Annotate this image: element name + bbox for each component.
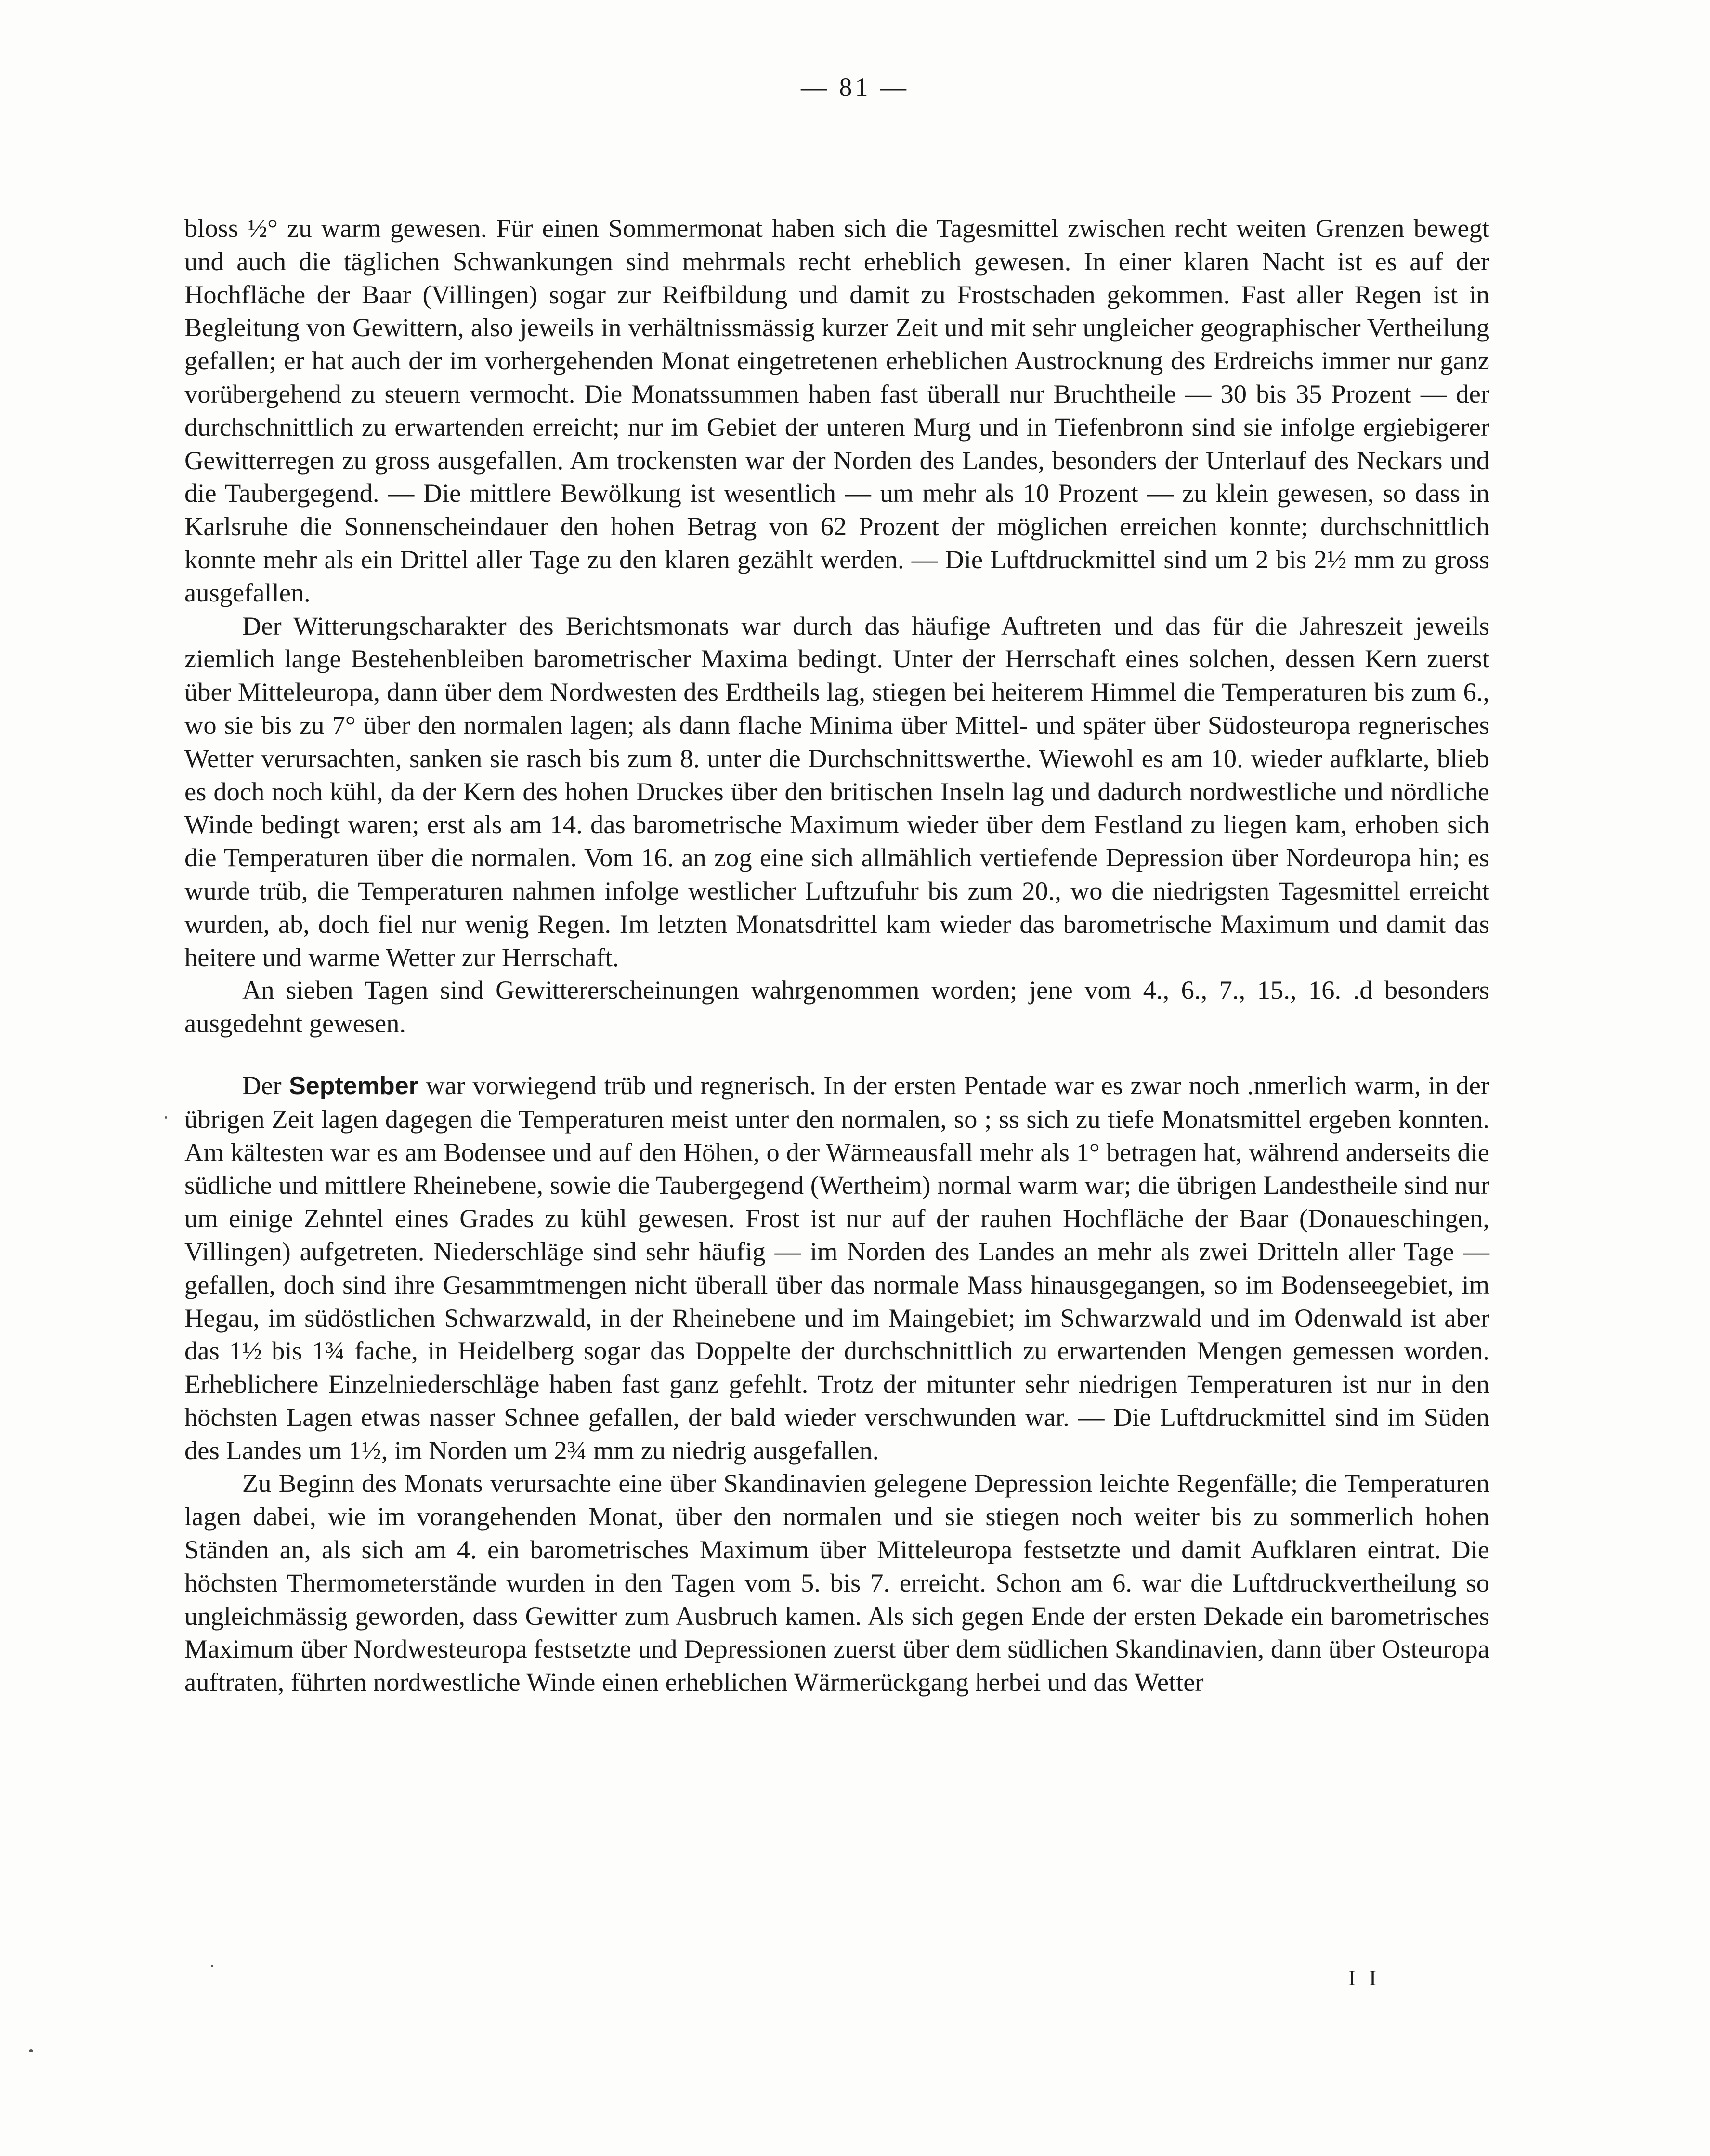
paragraph-august-thunderstorms: An sieben Tagen sind Gewittererscheinungen wahrgenommen worden; jene vom 4., 6., 7., 15., 16. .d besonders ausgedehnt gewesen. <box>184 975 1489 1038</box>
signature-mark: I I <box>1348 1965 1381 1990</box>
body-text <box>184 212 1489 1699</box>
paragraph-august-weather-character: Der Witterungscharakter des Berichtsmonats war durch das häufige Auftreten und das für die Jahreszeit jeweils ziemlich lange Bestehenbleiben barometrischer Maxima bedingt. Unter der Herrschaft eines solchen, dessen Kern zuerst über Mitteleuropa, dann über dem Nordwesten des Erdtheils lag, stiegen bei heiterem Himmel die Temperaturen bis zum 6., wo sie bis zu 7° über den normalen lagen; als dann flache Minima über Mittel- und später über Südosteuropa regnerisches Wetter verursachten, sanken sie rasch bis zum 8. unter die Durchschnittswerthe. Wiewohl es am 10. wieder aufklarte, blieb es doch noch kühl, da der Kern des hohen Druckes über den britischen Inseln lag und dadurch nordwestliche und nördliche Winde bedingt waren; erst als am 14. das barometrische Maximum wieder über dem Festland zu liegen kam, erhoben sich die Temperaturen über die normalen. Vom 16. an zog eine sich allmählich vertiefende Depression über Nordeuropa hin; es wurde trüb, die Temperaturen nahmen infolge westlicher Luftzufuhr bis zum 20., wo die niedrigsten Tagesmittel erreicht wurden, ab, doch fiel nur wenig Regen. Im letzten Monatsdrittel kam wieder das barometrische Maximum und damit das heitere und warme Wetter zur Herrschaft. <box>184 611 1489 972</box>
paragraph-september-summary <box>184 1069 1489 1467</box>
scan-speck <box>165 1116 167 1119</box>
month-heading-september: September <box>289 1071 418 1100</box>
paragraph-august-summary: bloss ½° zu warm gewesen. Für einen Sommermonat haben sich die Tagesmittel zwischen recht weiten Grenzen bewegt und auch die täglichen Schwankungen sind mehrmals recht erheblich gewesen. In einer klaren Nacht ist es auf der Hochfläche der Baar (Villingen) sogar zur Reifbildung und damit zu Frostschaden gekommen. Fast aller Regen ist in Begleitung von Gewittern, also jeweils in verhältnissmässig kurzer Zeit und mit sehr ungleicher geographischer Vertheilung gefallen; er hat auch der im vorhergehenden Monat eingetretenen erheblichen Austrocknung des Erdreichs immer nur ganz vorübergehend zu steuern vermocht. Die Monatssummen haben fast überall nur Bruchtheile — 30 bis 35 Prozent — der durchschnittlich zu erwartenden erreicht; nur im Gebiet der unteren Murg und in Tiefenbronn sind sie infolge ergiebigerer Gewitterregen zu gross ausgefallen. Am trockensten war der Norden des Landes, besonders der Unterlauf des Neckars und die Taubergegend. — Die mittlere Bewölkung ist wesentlich — um mehr als 10 Prozent — zu klein gewesen, so dass in Karlsruhe die Sonnenscheindauer den hohen Betrag von 62 Prozent der möglichen erreichen konnte; durchschnittlich konnte mehr als ein Drittel aller Tage zu den klaren gezählt werden. — Die Luftdruckmittel sind um 2 bis 2½ mm zu gross ausgefallen. <box>184 213 1489 607</box>
paragraph-september-summary-text: war vorwiegend trüb und regnerisch. In der ersten Pentade war es zwar noch .nmerlich warm, in der übrigen Zeit lagen dagegen die Temperaturen meist unter den normalen, so ; ss sich zu tiefe Monatsmittel ergeben konnten. Am kältesten war es am Bodensee und auf den Höhen, o der Wärmeausfall mehr als 1° betragen hat, während anderseits die südliche und mittlere Rheinebene, sowie die Taubergegend (Wertheim) normal warm war; die übrigen Landestheile sind nur um einige Zehntel eines Grades zu kühl gewesen. Frost ist nur auf der rauhen Hochfläche der Baar (Donaueschingen, Villingen) aufgetreten. Niederschläge sind sehr häufig — im Norden des Landes an mehr als zwei Dritteln aller Tage — gefallen, doch sind ihre Gesammtmengen nicht überall über das normale Mass hinausgegangen, so im Bodenseegebiet, im Hegau, im südöstlichen Schwarzwald, in der Rheinebene und im Maingebiet; im Schwarzwald und im Odenwald ist aber das 1½ bis 1¾ fache, in Heidelberg sogar das Doppelte der durchschnittlich zu erwartenden Mengen gemessen worden. Erheblichere Einzelniederschläge haben fast ganz gefehlt. Trotz der mitunter sehr niedrigen Temperaturen ist nur in den höchsten Lagen etwas nasser Schnee gefallen, der bald wieder verschwunden war. — Die Luftdruckmittel sind im Süden des Landes um 1½, im Norden um 2¾ mm zu niedrig ausgefallen. <box>184 1070 1490 1465</box>
paragraph-lead-word: Der <box>242 1070 282 1100</box>
paragraph-september-weather-course: Zu Beginn des Monats verursachte eine über Skandinavien gelegene Depression leichte Regenfälle; die Temperaturen lagen dabei, wie im vorangehenden Monat, über den normalen und sie stiegen noch weiter bis zu sommerlich hohen Ständen an, als sich am 4. ein barometrisches Maximum über Mitteleuropa festsetzte und damit Aufklaren eintrat. Die höchsten Thermometerstände wurden in den Tagen vom 5. bis 7. erreicht. Schon am 6. war die Luftdruckvertheilung so ungleichmässig geworden, dass Gewitter zum Ausbruch kamen. Als sich gegen Ende der ersten Dekade ein barometrisches Maximum über Nordwesteuropa festsetzte und Depressionen zuerst über dem südlichen Skandinavien, dann über Osteuropa auftraten, führten nordwestliche Winde einen erheblichen Wärmerückgang herbei und das Wetter <box>184 1468 1489 1697</box>
scan-speck <box>29 2049 33 2052</box>
scan-speck <box>211 1965 213 1967</box>
page-number-header: — 81 — <box>801 73 909 102</box>
